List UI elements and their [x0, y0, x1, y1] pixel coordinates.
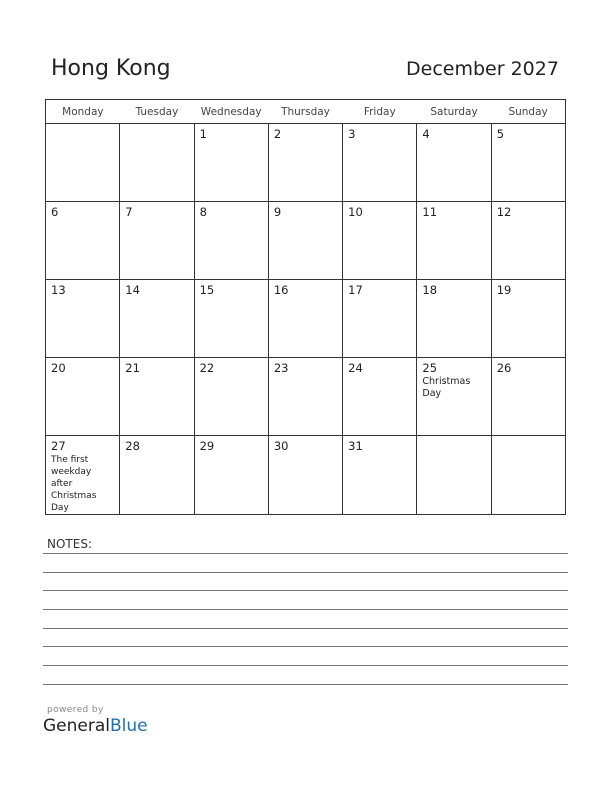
day-cell [194, 436, 268, 515]
weekday-tuesday: Tuesday [120, 100, 194, 124]
day-cell [343, 358, 417, 436]
day-number: 14 [125, 283, 140, 297]
day-cell [120, 358, 194, 436]
day-number: 30 [273, 439, 289, 453]
notes-line [43, 572, 568, 573]
day-cell [194, 202, 268, 280]
day-cell [343, 202, 417, 280]
notes-label: NOTES: [47, 537, 92, 551]
day-number: 21 [125, 361, 140, 375]
day-cell [194, 358, 268, 436]
weekday-monday: Monday [46, 100, 120, 124]
day-number: 31 [348, 439, 363, 453]
weekday-friday: Friday [343, 100, 417, 124]
day-number: 1 [199, 127, 207, 141]
day-cell [120, 436, 194, 515]
notes-line [43, 684, 568, 685]
day-cell [491, 436, 565, 515]
day-number: 25 [422, 361, 438, 375]
day-cell [343, 124, 417, 202]
day-number: 26 [496, 361, 512, 375]
week-row-5 [46, 436, 566, 515]
notes-line [43, 553, 568, 554]
day-number: 22 [199, 361, 215, 375]
day-number: 27 [51, 439, 66, 453]
day-cell [491, 358, 565, 436]
day-number: 20 [51, 361, 66, 375]
day-cell [120, 202, 194, 280]
powered-by-text: powered by [47, 705, 104, 715]
notes-line [43, 646, 568, 647]
day-number: 5 [496, 127, 505, 141]
week-row-1 [46, 124, 566, 202]
notes-line [43, 665, 568, 666]
notes-line [43, 590, 568, 591]
day-cell [268, 280, 342, 358]
day-cell [491, 124, 565, 202]
day-number: 11 [422, 205, 438, 219]
month-year-title: December 2027 [406, 58, 559, 80]
day-number: 19 [496, 283, 512, 297]
day-cell [491, 280, 565, 358]
day-cell [417, 124, 491, 202]
day-cell [268, 202, 342, 280]
day-number: 9 [273, 205, 282, 219]
day-cell [46, 358, 120, 436]
day-cell [268, 124, 342, 202]
weekday-wednesday: Wednesday [194, 100, 268, 124]
day-cell [417, 280, 491, 358]
day-cell [268, 358, 342, 436]
day-number: 16 [273, 283, 289, 297]
day-number: 15 [199, 283, 215, 297]
weekday-sunday: Sunday [491, 100, 565, 124]
notes-line [43, 609, 568, 610]
day-cell [120, 124, 194, 202]
region-title: Hong Kong [51, 56, 171, 81]
notes-line [43, 628, 568, 629]
day-number: 13 [51, 283, 66, 297]
day-cell [194, 124, 268, 202]
brand-general: General [43, 716, 110, 736]
day-number: 28 [125, 439, 140, 453]
day-number: 7 [125, 205, 133, 219]
weekday-thursday: Thursday [268, 100, 342, 124]
day-cell [343, 280, 417, 358]
day-cell [417, 436, 491, 515]
calendar-grid [45, 99, 566, 515]
weekday-header-row [46, 100, 566, 124]
day-number: 8 [199, 205, 207, 219]
weekday-saturday: Saturday [417, 100, 491, 124]
day-number: 3 [348, 127, 356, 141]
holiday-label: The first weekday after Christmas Day [51, 455, 97, 513]
day-cell [417, 202, 491, 280]
day-cell [343, 436, 417, 515]
day-number: 29 [199, 439, 215, 453]
week-row-4 [46, 358, 566, 436]
day-number: 23 [273, 361, 289, 375]
day-number: 12 [496, 205, 512, 219]
holiday-label: Christmas Day [422, 376, 471, 399]
day-number: 17 [348, 283, 363, 297]
day-cell [46, 280, 120, 358]
day-cell-holiday [46, 436, 120, 515]
day-cell [268, 436, 342, 515]
day-number: 18 [422, 283, 438, 297]
week-row-3 [46, 280, 566, 358]
brand-logo [43, 716, 148, 736]
day-number: 24 [348, 361, 363, 375]
week-row-2 [46, 202, 566, 280]
day-number: 6 [51, 205, 59, 219]
day-cell [46, 124, 120, 202]
day-cell [194, 280, 268, 358]
day-number: 2 [273, 127, 282, 141]
day-cell [46, 202, 120, 280]
day-number: 4 [422, 127, 430, 141]
day-cell [120, 280, 194, 358]
day-number: 10 [348, 205, 363, 219]
day-cell [491, 202, 565, 280]
brand-blue: Blue [110, 716, 148, 736]
day-cell-holiday [417, 358, 491, 436]
